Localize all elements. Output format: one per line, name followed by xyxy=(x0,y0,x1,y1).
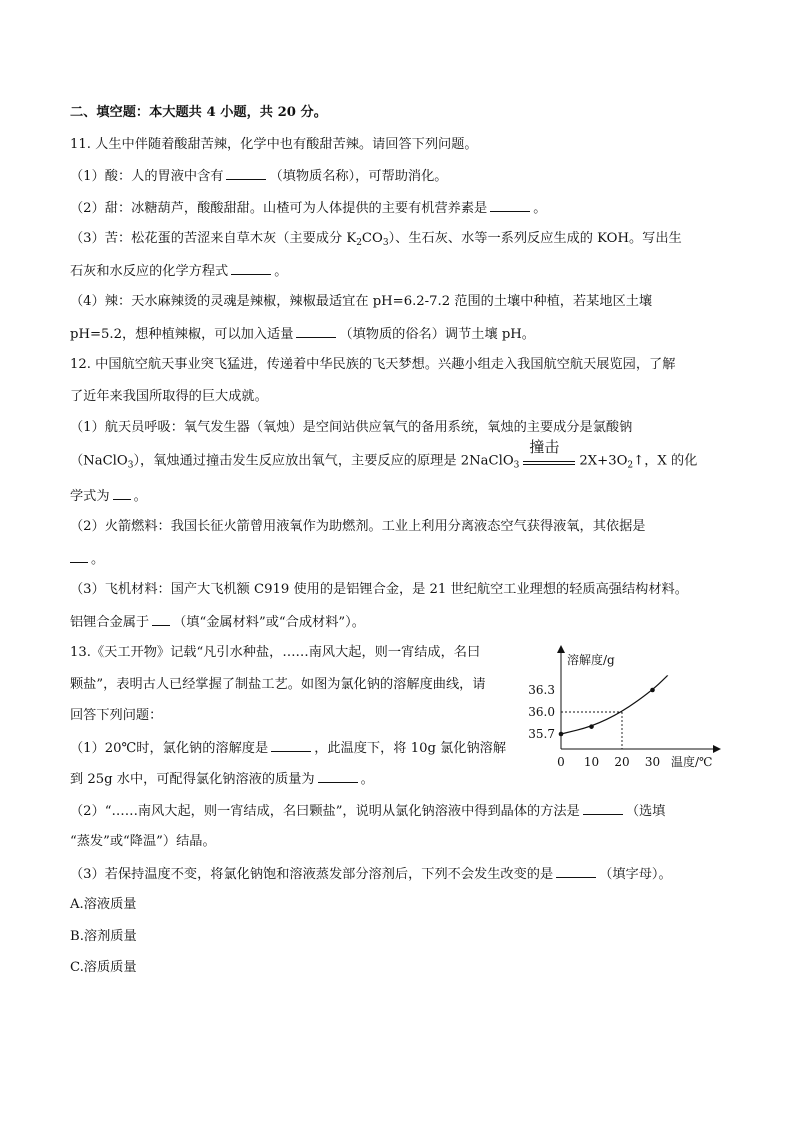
q12-p1-text-b: （NaClO xyxy=(70,453,128,469)
y-axis-label: 溶解度/g xyxy=(567,653,615,667)
q11-part4-line1: （4）辣：天水麻辣烫的灵魂是辣椒，辣椒最适宜在 pH=6.2-7.2 范围的土壤中种植，若某地区土壤 xyxy=(70,294,653,309)
section-title: 二、填空题：本大题共 4 小题，共 20 分。 xyxy=(70,105,327,120)
y-tick-label-35-7: 35.7 xyxy=(528,727,555,741)
q13-p3-blank[interactable] xyxy=(556,865,596,878)
q11-p2-blank[interactable] xyxy=(490,199,530,212)
q13-p3-text-b: （填字母）。 xyxy=(599,867,672,882)
q11-p3-sub2: 2 xyxy=(356,238,362,248)
q12-p1-sub2: 2 xyxy=(627,460,634,471)
q13-option-a: A.溶液质量 xyxy=(70,897,137,912)
q13-p1-text-b: ，此温度下，将 10g 氯化钠溶解 xyxy=(314,741,507,756)
solubility-curve xyxy=(561,675,668,734)
q13-p1-blank1[interactable] xyxy=(271,739,311,752)
solubility-chart xyxy=(525,641,725,773)
q12-p1-blank[interactable] xyxy=(113,487,131,500)
q12-stem-line2: 了近年来我国所取得的巨大成就。 xyxy=(70,389,268,404)
q13-p2-blank[interactable] xyxy=(583,802,623,815)
q12-p3-text-c: （填“金属材料”或“合成材料”）。 xyxy=(173,615,365,630)
q11-p4-text-c: （填物质的俗名）调节土壤 pH。 xyxy=(339,327,535,342)
q12-p2-blank[interactable] xyxy=(70,550,88,563)
q11-p3-co: CO xyxy=(361,231,383,246)
q13-option-b: B.溶剂质量 xyxy=(70,929,137,944)
q12-p1-text-e: ↑，X 的化 xyxy=(633,453,698,469)
q13-part2-line2: “蒸发”或“降温”）结晶。 xyxy=(70,834,216,849)
x-tick-label-20: 20 xyxy=(614,755,630,769)
q11-p3-blank[interactable] xyxy=(231,262,271,275)
x-tick-label-0: 0 xyxy=(557,755,565,769)
q13-p1-text-a: （1）20℃时，氯化钠的溶解度是 xyxy=(70,741,269,756)
y-tick-label-36-3: 36.3 xyxy=(528,683,555,697)
q11-p3-text-c: 石灰和水反应的化学方程式 xyxy=(70,264,229,279)
q11-p1-text-a: （1）酸：人的胃液中含有 xyxy=(70,169,224,184)
q11-p1-blank[interactable] xyxy=(226,167,266,180)
y-tick-label-36-0: 36.0 xyxy=(528,705,555,719)
q11-p3-sub3: 3 xyxy=(382,238,389,248)
x-tick-label-10: 10 xyxy=(583,755,600,769)
data-point-0 xyxy=(559,732,564,737)
q12-stem-line1: 12. 中国航空航天事业突飞猛进，传递着中华民族的飞天梦想。兴趣小组走入我国航空航天展览园，了解 xyxy=(70,357,676,372)
data-point-30 xyxy=(650,688,655,693)
reaction-condition-label: 撞击 xyxy=(529,438,560,456)
q11-part1 xyxy=(70,167,447,186)
q12-part2-line1: （2）火箭燃料：我国长征火箭曾用液氧作为助燃剂。工业上利用分离液态空气获得液氧，其依据是 xyxy=(70,519,646,534)
q13-part2-line1 xyxy=(70,802,665,821)
reaction-condition-arrow xyxy=(523,438,575,470)
x-axis-label: 温度/℃ xyxy=(671,755,713,769)
q13-part1-line2 xyxy=(70,770,374,789)
q11-part4-line2 xyxy=(70,325,535,344)
q12-p1-text-g: 。 xyxy=(133,489,147,504)
q11-stem: 11. 人生中伴随着酸甜苦辣，化学中也有酸甜苦辣。请回答下列问题。 xyxy=(70,137,478,152)
q12-part3-line2 xyxy=(70,613,365,632)
y-axis-arrow xyxy=(557,645,565,653)
q13-p1-text-d: 。 xyxy=(360,772,374,787)
q13-p1-blank2[interactable] xyxy=(318,770,358,783)
q13-stem-line3: 回答下列问题： xyxy=(70,708,163,723)
q11-p2-text-a: （2）甜：冰糖葫芦，酸酸甜甜。山楂可为人体提供的主要有机营养素是 xyxy=(70,201,488,216)
q11-p1-text-b: （填物质名称），可帮助消化。 xyxy=(269,169,448,184)
q13-stem-line1: 13.《天工开物》记载“凡引水种盐，……南风大起，则一宵结成，名曰 xyxy=(70,645,481,660)
q11-p3-text-b: ）、生石灰、水等一系列反应生成的 KOH。写出生 xyxy=(388,231,682,246)
q13-option-c: C.溶质质量 xyxy=(70,960,137,975)
q12-p1-text-c: ），氧烛通过撞击发生反应放出氧气，主要反应的原理是 2NaClO xyxy=(133,453,514,469)
q11-part2 xyxy=(70,199,546,218)
q11-p3-text-d: 。 xyxy=(274,264,288,279)
q11-p4-blank[interactable] xyxy=(296,325,336,338)
q11-part3-line2 xyxy=(70,262,287,281)
q12-part3-line1: （3）飞机材料：国产大飞机额 C919 使用的是铝锂合金，是 21 世纪航空工业理想的轻质高强结构材料。 xyxy=(70,582,688,597)
x-tick-label-30: 30 xyxy=(644,755,661,769)
q12-part1-line3 xyxy=(70,487,147,506)
q11-p3-text-a: （3）苦：松花蛋的苦涩来自草木灰（主要成分 K xyxy=(70,231,357,246)
q11-p4-text-b: pH=5.2，想种植辣椒，可以加入适量 xyxy=(70,327,294,342)
q13-part1-line1 xyxy=(70,739,506,758)
q12-part2-line2 xyxy=(70,550,104,569)
x-axis-arrow xyxy=(713,745,721,753)
q11-part3-line1 xyxy=(70,230,682,248)
q13-p2-text-a: （2）“……南风大起，则一宵结成，名曰颗盐”，说明从氯化钠溶液中得到晶体的方法是 xyxy=(70,804,580,819)
q12-p3-blank[interactable] xyxy=(152,613,170,626)
q12-p2-text-b: 。 xyxy=(91,552,105,567)
q11-p2-text-b: 。 xyxy=(533,201,547,216)
q12-part1-line2 xyxy=(70,438,698,471)
data-point-10 xyxy=(589,724,594,729)
q12-p1-text-d: 2X+3O xyxy=(579,453,628,469)
q13-p3-text-a: （3）若保持温度不变，将氯化钠饱和溶液蒸发部分溶剂后，下列不会发生改变的是 xyxy=(70,867,554,882)
q12-p1-sub3: 3 xyxy=(127,460,134,471)
q12-part1-line1: （1）航天员呼吸：氧气发生器（氧烛）是空间站供应氧气的备用系统，氧烛的主要成分是氯酸钠 xyxy=(70,420,633,435)
q13-part3 xyxy=(70,865,672,884)
q12-p1-text-f: 学式为 xyxy=(70,489,110,504)
q12-p3-text-b: 铝锂合金属于 xyxy=(70,615,150,630)
q13-p1-text-c: 到 25g 水中，可配得氯化钠溶液的质量为 xyxy=(70,772,315,787)
q13-p2-text-b: （选填 xyxy=(625,804,666,819)
q12-p1-sub3b: 3 xyxy=(513,460,520,471)
q13-stem-line2: 颗盐”，表明古人已经掌握了制盐工艺。如图为氯化钠的溶解度曲线，请 xyxy=(70,677,486,692)
